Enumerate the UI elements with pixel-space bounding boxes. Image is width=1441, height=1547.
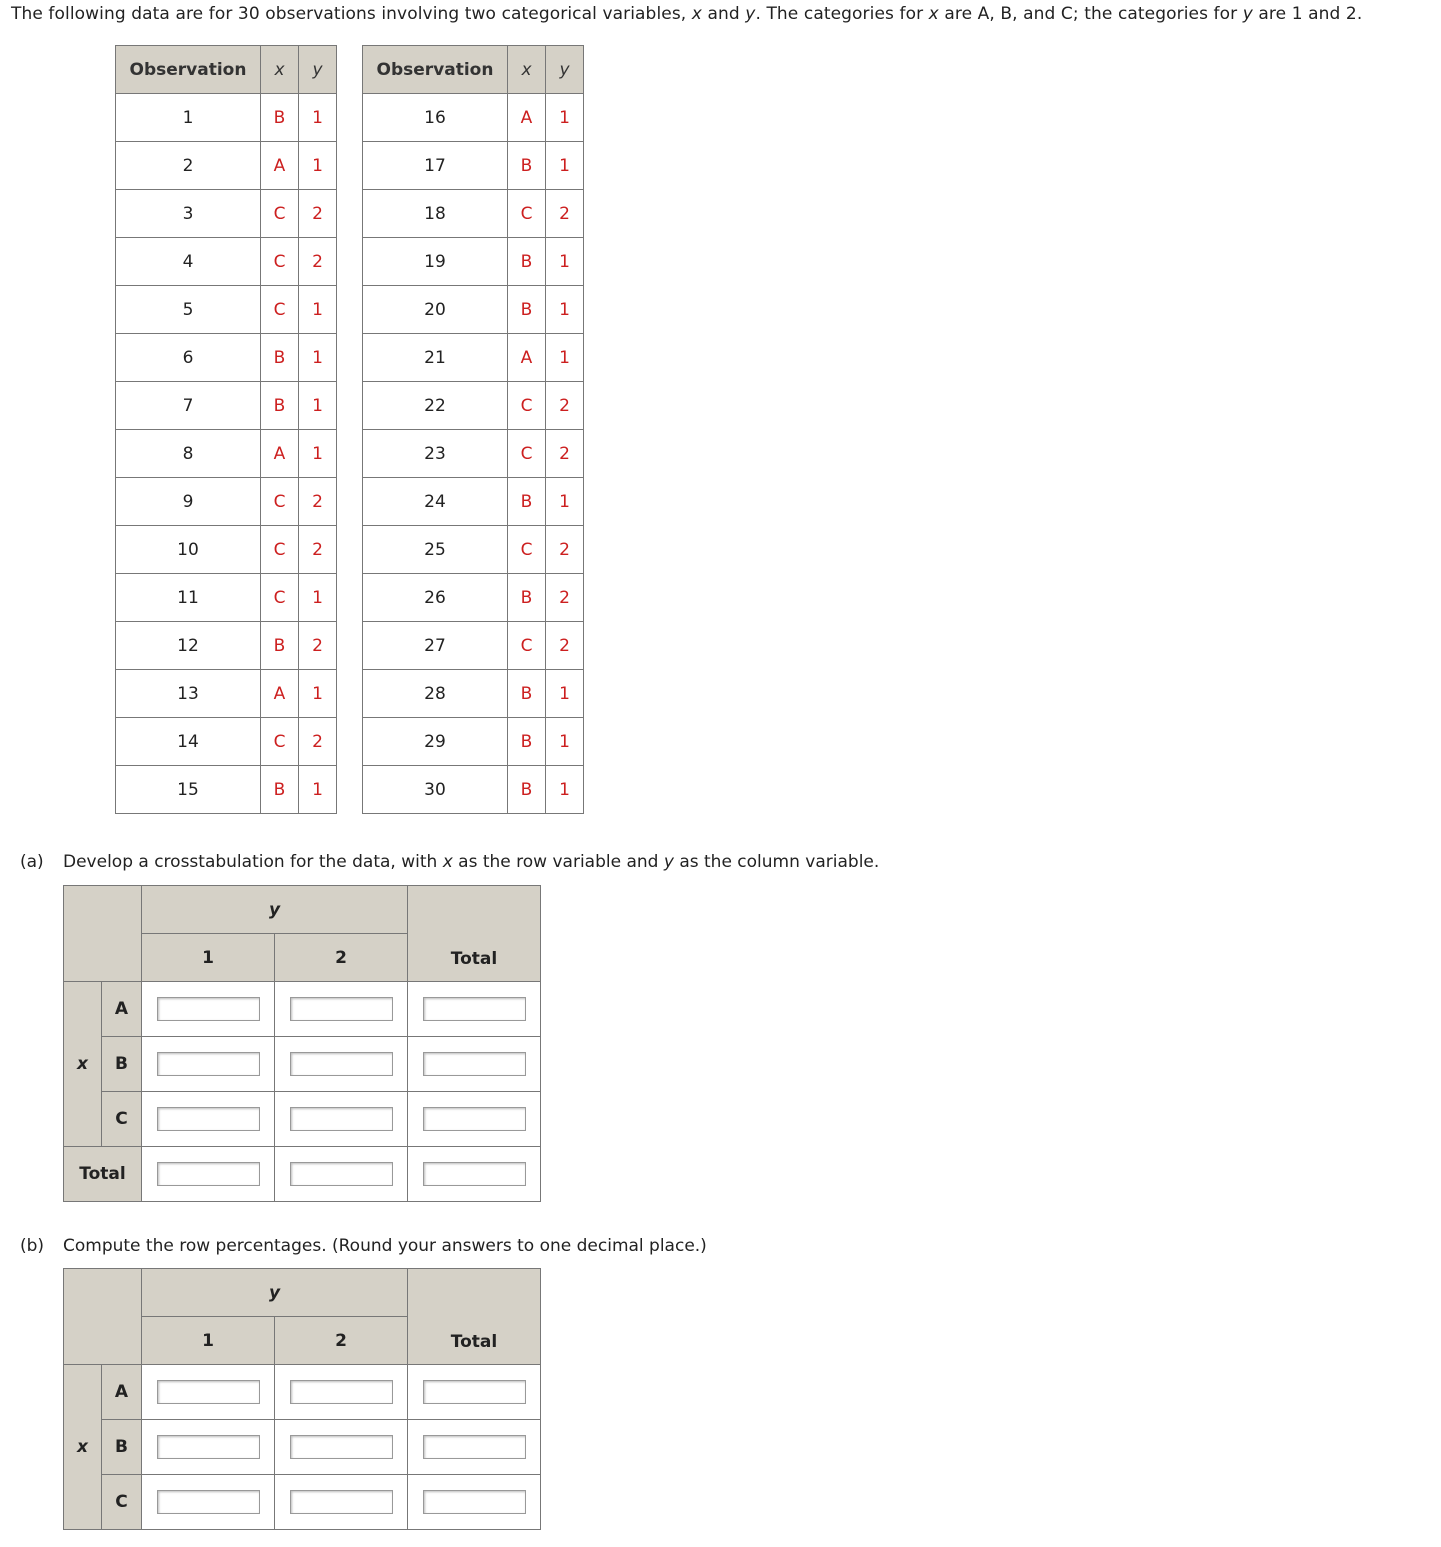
y-value: 2 bbox=[299, 478, 337, 526]
observation-row bbox=[363, 574, 584, 622]
a-C-total-input[interactable] bbox=[423, 1107, 526, 1131]
observation-row bbox=[363, 430, 584, 478]
a-A-total-input[interactable] bbox=[423, 997, 526, 1021]
y-value: 1 bbox=[299, 334, 337, 382]
observation-number: 16 bbox=[363, 94, 508, 142]
b-B-1-input[interactable] bbox=[157, 1435, 260, 1459]
observation-row bbox=[363, 334, 584, 382]
y-value: 1 bbox=[299, 430, 337, 478]
observation-number: 27 bbox=[363, 622, 508, 670]
observation-number: 20 bbox=[363, 286, 508, 334]
x-value: C bbox=[261, 718, 299, 766]
x-value: B bbox=[261, 766, 299, 814]
x-value: B bbox=[261, 334, 299, 382]
observation-row bbox=[116, 430, 337, 478]
y-value: 2 bbox=[546, 190, 584, 238]
observation-number: 8 bbox=[116, 430, 261, 478]
b-C-total-input[interactable] bbox=[423, 1490, 526, 1514]
x-value: C bbox=[261, 526, 299, 574]
y-value: 1 bbox=[546, 94, 584, 142]
x-value: B bbox=[508, 766, 546, 814]
row-header-C: C bbox=[102, 1475, 142, 1530]
b-B-total-input[interactable] bbox=[423, 1435, 526, 1459]
a-B-total-input[interactable] bbox=[423, 1052, 526, 1076]
y-value: 2 bbox=[299, 526, 337, 574]
observation-row bbox=[363, 622, 584, 670]
intro-text: The following data are for 30 observations involving two categorical variables, x and y. The categories for x are A, B, and C; the categories for y are 1 and 2. bbox=[11, 4, 1363, 24]
x-value: C bbox=[261, 190, 299, 238]
observation-row bbox=[116, 718, 337, 766]
x-value: C bbox=[508, 622, 546, 670]
observation-row bbox=[116, 142, 337, 190]
b-C-1-input[interactable] bbox=[157, 1490, 260, 1514]
y-value: 1 bbox=[299, 94, 337, 142]
y-value: 1 bbox=[299, 382, 337, 430]
a-total-total-input[interactable] bbox=[423, 1162, 526, 1186]
observation-row bbox=[116, 526, 337, 574]
observation-row bbox=[363, 382, 584, 430]
y-value: 2 bbox=[299, 718, 337, 766]
observation-row bbox=[116, 286, 337, 334]
observation-row bbox=[116, 478, 337, 526]
observation-row bbox=[363, 238, 584, 286]
column-variable-label: y bbox=[142, 886, 408, 934]
x-value: B bbox=[508, 238, 546, 286]
observation-row bbox=[116, 238, 337, 286]
y-value: 2 bbox=[299, 238, 337, 286]
row-header-B: B bbox=[102, 1420, 142, 1475]
observation-number: 2 bbox=[116, 142, 261, 190]
x-value: B bbox=[508, 478, 546, 526]
total-column-header: Total bbox=[408, 1269, 541, 1365]
crosstab-a bbox=[63, 885, 541, 1202]
total-column-header: Total bbox=[408, 886, 541, 982]
a-B-2-input[interactable] bbox=[290, 1052, 393, 1076]
y-value: 1 bbox=[299, 142, 337, 190]
y-header: y bbox=[299, 46, 337, 94]
a-A-1-input[interactable] bbox=[157, 997, 260, 1021]
row-header-B: B bbox=[102, 1037, 142, 1092]
observation-number: 11 bbox=[116, 574, 261, 622]
corner-cell bbox=[64, 886, 142, 982]
observation-row bbox=[363, 286, 584, 334]
column-variable-label: y bbox=[142, 1269, 408, 1317]
observation-number: 29 bbox=[363, 718, 508, 766]
a-C-1-input[interactable] bbox=[157, 1107, 260, 1131]
observation-number: 15 bbox=[116, 766, 261, 814]
observation-number: 24 bbox=[363, 478, 508, 526]
x-header: x bbox=[261, 46, 299, 94]
observation-row bbox=[363, 766, 584, 814]
crosstab-b bbox=[63, 1268, 541, 1530]
observation-number: 9 bbox=[116, 478, 261, 526]
row-variable-label: x bbox=[64, 1365, 102, 1530]
observation-row bbox=[363, 142, 584, 190]
observation-number: 6 bbox=[116, 334, 261, 382]
y-value: 1 bbox=[299, 670, 337, 718]
observation-number: 26 bbox=[363, 574, 508, 622]
observation-number: 10 bbox=[116, 526, 261, 574]
y-value: 2 bbox=[546, 574, 584, 622]
y-value: 2 bbox=[546, 622, 584, 670]
x-value: B bbox=[508, 142, 546, 190]
observation-number: 7 bbox=[116, 382, 261, 430]
observation-number: 13 bbox=[116, 670, 261, 718]
x-header: x bbox=[508, 46, 546, 94]
observation-row bbox=[363, 670, 584, 718]
x-value: C bbox=[508, 190, 546, 238]
y-value: 1 bbox=[299, 574, 337, 622]
observation-row bbox=[116, 574, 337, 622]
x-value: B bbox=[508, 574, 546, 622]
observation-row bbox=[116, 622, 337, 670]
x-value: C bbox=[508, 430, 546, 478]
column-header-2: 2 bbox=[275, 934, 408, 982]
x-value: A bbox=[508, 334, 546, 382]
observation-number: 30 bbox=[363, 766, 508, 814]
total-row-header: Total bbox=[64, 1147, 142, 1202]
y-value: 1 bbox=[546, 142, 584, 190]
a-total-1-input[interactable] bbox=[157, 1162, 260, 1186]
y-value: 1 bbox=[299, 286, 337, 334]
x-value: A bbox=[261, 670, 299, 718]
observation-row bbox=[363, 718, 584, 766]
y-value: 2 bbox=[546, 430, 584, 478]
a-C-2-input[interactable] bbox=[290, 1107, 393, 1131]
observation-number: 3 bbox=[116, 190, 261, 238]
observation-number: 18 bbox=[363, 190, 508, 238]
y-value: 2 bbox=[546, 526, 584, 574]
x-value: B bbox=[508, 670, 546, 718]
column-header-1: 1 bbox=[142, 934, 275, 982]
observation-row bbox=[116, 766, 337, 814]
observation-row bbox=[116, 190, 337, 238]
observation-header: Observation bbox=[363, 46, 508, 94]
x-value: A bbox=[508, 94, 546, 142]
y-value: 1 bbox=[546, 718, 584, 766]
b-A-total-input[interactable] bbox=[423, 1380, 526, 1404]
observation-number: 22 bbox=[363, 382, 508, 430]
observation-row bbox=[116, 382, 337, 430]
observation-row bbox=[363, 526, 584, 574]
x-value: C bbox=[261, 238, 299, 286]
row-header-A: A bbox=[102, 1365, 142, 1420]
x-value: B bbox=[508, 718, 546, 766]
y-value: 1 bbox=[546, 286, 584, 334]
y-value: 1 bbox=[299, 766, 337, 814]
observation-number: 5 bbox=[116, 286, 261, 334]
row-header-C: C bbox=[102, 1092, 142, 1147]
y-value: 1 bbox=[546, 670, 584, 718]
a-B-1-input[interactable] bbox=[157, 1052, 260, 1076]
observation-number: 23 bbox=[363, 430, 508, 478]
b-C-2-input[interactable] bbox=[290, 1490, 393, 1514]
corner-cell bbox=[64, 1269, 142, 1365]
observation-row bbox=[116, 670, 337, 718]
x-value: C bbox=[261, 478, 299, 526]
x-value: B bbox=[508, 286, 546, 334]
observation-number: 19 bbox=[363, 238, 508, 286]
y-value: 2 bbox=[299, 190, 337, 238]
y-header: y bbox=[546, 46, 584, 94]
column-header-1: 1 bbox=[142, 1317, 275, 1365]
observation-header: Observation bbox=[116, 46, 261, 94]
y-value: 1 bbox=[546, 766, 584, 814]
observation-number: 14 bbox=[116, 718, 261, 766]
observation-row bbox=[363, 478, 584, 526]
y-value: 1 bbox=[546, 478, 584, 526]
row-variable-label: x bbox=[64, 982, 102, 1147]
x-value: C bbox=[261, 574, 299, 622]
b-A-2-input[interactable] bbox=[290, 1380, 393, 1404]
x-value: A bbox=[261, 142, 299, 190]
row-header-A: A bbox=[102, 982, 142, 1037]
observation-number: 28 bbox=[363, 670, 508, 718]
x-value: C bbox=[508, 382, 546, 430]
x-value: A bbox=[261, 430, 299, 478]
observation-row bbox=[363, 94, 584, 142]
observation-number: 21 bbox=[363, 334, 508, 382]
observation-number: 25 bbox=[363, 526, 508, 574]
observation-row bbox=[116, 94, 337, 142]
part-a-prompt: (a) Develop a crosstabulation for the data, with x as the row variable and y as the column variable. bbox=[20, 852, 880, 872]
y-value: 1 bbox=[546, 334, 584, 382]
part-b-prompt: (b) Compute the row percentages. (Round your answers to one decimal place.) bbox=[20, 1236, 707, 1256]
observation-number: 4 bbox=[116, 238, 261, 286]
x-value: B bbox=[261, 382, 299, 430]
observation-number: 12 bbox=[116, 622, 261, 670]
observations-table-left bbox=[115, 45, 337, 814]
observations-table-right bbox=[362, 45, 584, 814]
observation-row bbox=[363, 190, 584, 238]
y-value: 2 bbox=[299, 622, 337, 670]
observation-row bbox=[116, 334, 337, 382]
y-value: 1 bbox=[546, 238, 584, 286]
observation-number: 17 bbox=[363, 142, 508, 190]
y-value: 2 bbox=[546, 382, 584, 430]
a-total-2-input[interactable] bbox=[290, 1162, 393, 1186]
x-value: C bbox=[508, 526, 546, 574]
x-value: B bbox=[261, 622, 299, 670]
b-A-1-input[interactable] bbox=[157, 1380, 260, 1404]
a-A-2-input[interactable] bbox=[290, 997, 393, 1021]
b-B-2-input[interactable] bbox=[290, 1435, 393, 1459]
x-value: C bbox=[261, 286, 299, 334]
column-header-2: 2 bbox=[275, 1317, 408, 1365]
observation-number: 1 bbox=[116, 94, 261, 142]
x-value: B bbox=[261, 94, 299, 142]
